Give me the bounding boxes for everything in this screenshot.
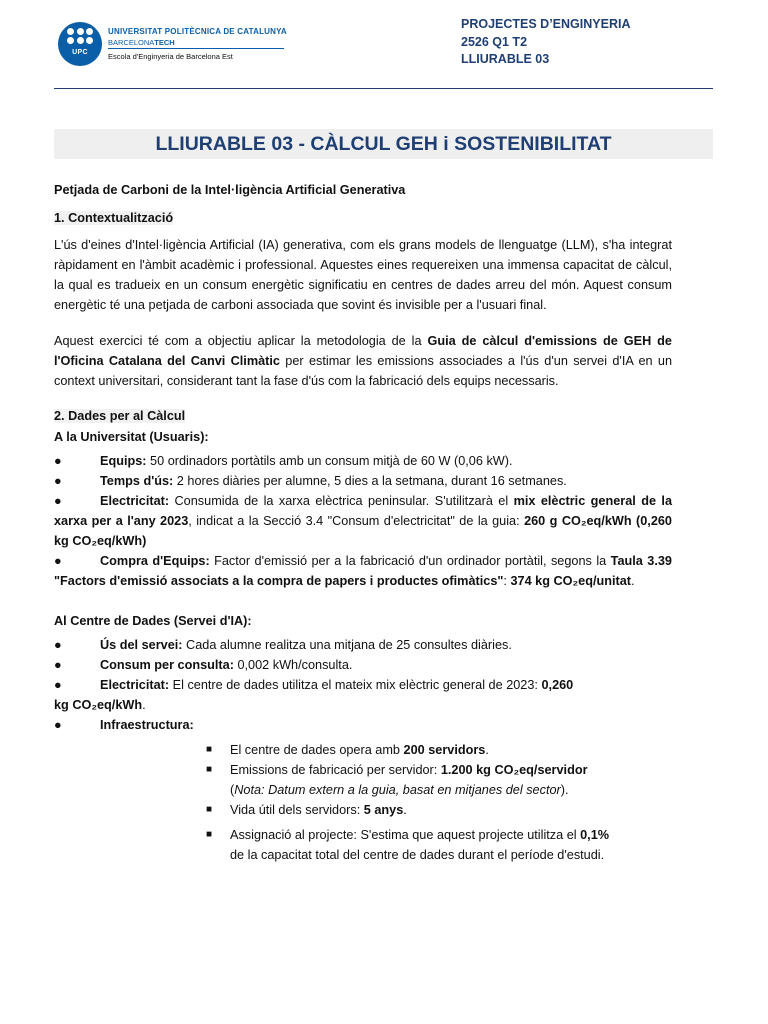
list-item: ● Consum per consulta: 0,002 kWh/consulta.: [54, 655, 672, 675]
page-header: [54, 14, 713, 89]
list-item: ● Infraestructura:: [54, 715, 672, 735]
logo-text: UPC: [72, 49, 88, 56]
logo-dot-icon: [67, 28, 74, 35]
bullet-icon: ●: [54, 494, 62, 508]
sub-list-item: ■ Assignació al projecte: S'estima que aquest projecte utilitza el 0,1% de la capacitat total del centre de dades durant el període d'estudi.: [54, 825, 672, 865]
bullet-icon: ●: [54, 718, 62, 732]
list-item: ● Temps d'ús: 2 hores diàries per alumne, 5 dies a la setmana, durant 16 setmanes.: [54, 471, 672, 491]
datacenter-heading: Al Centre de Dades (Servei d'IA):: [54, 614, 252, 628]
square-bullet-icon: ■: [206, 744, 213, 755]
bullet-icon: ●: [54, 454, 62, 468]
logo-dot-icon: [67, 37, 74, 44]
university-subname: BARCELONATECH: [108, 38, 175, 47]
document-body: [54, 180, 672, 865]
list-item: ● Electricitat: El centre de dades utilitza el mateix mix elèctric general de 2023: 0,260 kg CO₂eq/kWh.: [54, 675, 672, 715]
section1-paragraph2: Aquest exercici té com a objectiu aplicar la metodologia de la Guia de càlcul d'emissions de GEH de l'Oficina Catalana del Canvi Climàtic per estimar les emissions associades a l'ús d'un servei d'IA en un context universitari, considerant tant la fase d'ús com la fabricació dels equips necessaris.: [54, 334, 672, 388]
logo-dot-icon: [86, 37, 93, 44]
bullet-icon: ●: [54, 678, 62, 692]
square-bullet-icon: ■: [206, 829, 213, 840]
bullet-icon: ●: [54, 474, 62, 488]
course-name: PROJECTES D’ENGINYERIA: [461, 17, 631, 31]
list-item: ● Equips: 50 ordinadors portàtils amb un consum mitjà de 60 W (0,06 kW).: [54, 451, 672, 471]
logo-dot-icon: [77, 37, 84, 44]
title-bar: [54, 129, 713, 159]
course-group: 2526 Q1 T2: [461, 34, 528, 49]
bullet-icon: ●: [54, 638, 62, 652]
page-title: LLIURABLE 03 - CÀLCUL GEH i SOSTENIBILITAT: [155, 133, 612, 155]
document-subtitle: Petjada de Carboni de la Intel·ligència Artificial Generativa: [54, 183, 406, 197]
list-item: ● Ús del servei: Cada alumne realitza una mitjana de 25 consultes diàries.: [54, 635, 672, 655]
square-bullet-icon: ■: [206, 804, 213, 815]
sub-list-item: ■ Vida útil dels servidors: 5 anys.: [54, 800, 672, 820]
sub-list-item: ■ Emissions de fabricació per servidor: 1.200 kg CO₂eq/servidor (Nota: Datum extern a la guia, basat en mitjanes del sector).: [54, 760, 672, 800]
section1-paragraph1: L'ús d'eines d'Intel·ligència Artificial (IA) generativa, com els grans models de llenguatge (LLM), s'ha integrat ràpidament en l'àmbit acadèmic i professional. Aquestes eines requereixen una immensa capacitat de càlcul, la qual es tradueix en un consum energètic significatiu en centres de dades arreu del món. Aquest consum energètic té una petjada de carboni associada que sovint és invisible per a l'usuari final.: [54, 238, 672, 312]
bullet-icon: ●: [54, 658, 62, 672]
upc-logo: [58, 22, 102, 66]
square-bullet-icon: ■: [206, 764, 213, 775]
university-heading: A la Universitat (Usuaris):: [54, 430, 209, 444]
section1-heading: 1. Contextualització: [54, 211, 174, 225]
school-name: Escola d'Enginyeria de Barcelona Est: [108, 52, 233, 61]
sub-list-item: ■ El centre de dades opera amb 200 servidors.: [54, 740, 672, 760]
course-info: [461, 16, 630, 69]
section2-heading: 2. Dades per al Càlcul: [54, 409, 186, 423]
logo-dot-icon: [86, 28, 93, 35]
university-name: UNIVERSITAT POLITÈCNICA DE CATALUNYA: [108, 27, 287, 36]
list-item: ● Electricitat: Consumida de la xarxa elèctrica peninsular. S'utilitzarà el mix elèctric general de la xarxa per a l'any 2023, indicat a la Secció 3.4 "Consum d'electricitat" de la guia: 260 g CO₂eq/kWh (0,260 kg CO₂eq/kWh): [54, 491, 672, 551]
list-item: ● Compra d'Equips: Factor d'emissió per a la fabricació d'un ordinador portàtil, segons la Taula 3.39 "Factors d'emissió associats a la compra de papers i productes ofimàtics": 374 kg CO₂eq/unitat.: [54, 551, 672, 591]
bullet-icon: ●: [54, 554, 62, 568]
logo-dot-icon: [77, 28, 84, 35]
logo-divider: [108, 48, 284, 49]
deliverable-label: LLIURABLE 03: [461, 52, 550, 66]
